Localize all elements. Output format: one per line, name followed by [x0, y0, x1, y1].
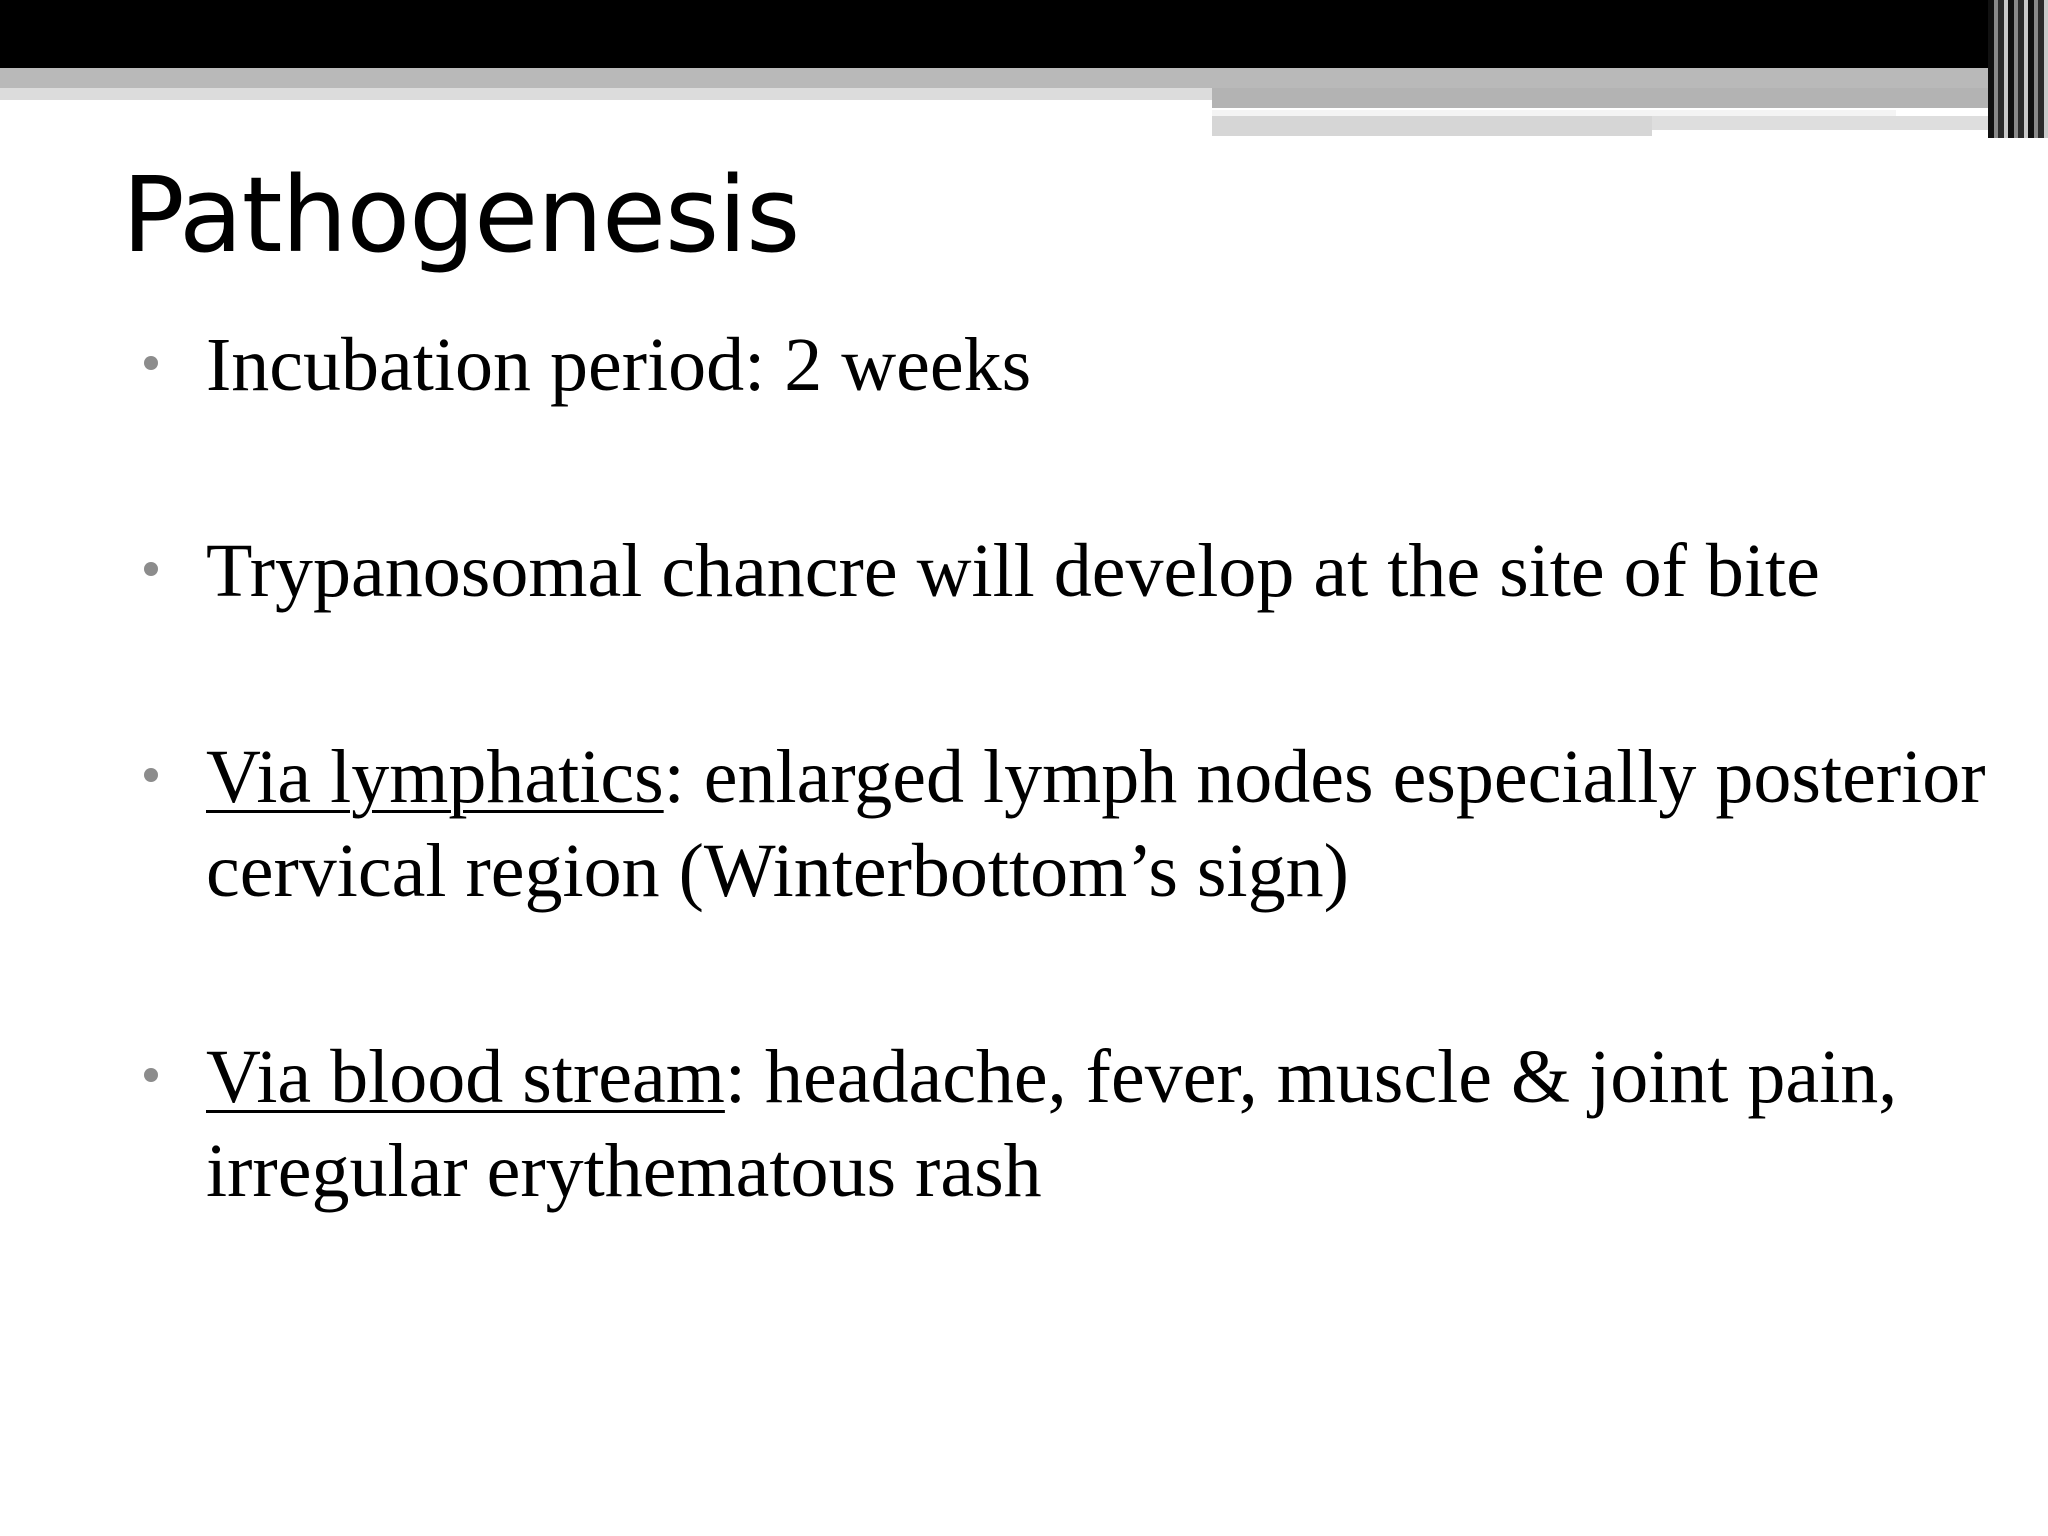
bullet-item-lymphatics [140, 730, 2000, 918]
edge-stripes-decoration [1988, 0, 2048, 138]
bullet-lead-underlined: Via lymphatics [206, 735, 664, 819]
bullet-item-blood-stream [140, 1030, 2000, 1218]
bullet-lead-underlined: Via blood stream [206, 1035, 725, 1119]
bullet-list [140, 318, 2000, 1218]
header-bar-lower [1212, 116, 1652, 136]
bullet-item-incubation [140, 318, 2000, 412]
bullet-text: : enlarged lymph nodes especially posterior cervical region (Winterbottom’s sign) [206, 735, 1986, 913]
header-bar-lower-right [1652, 116, 1988, 130]
bullet-text: : headache, fever, muscle & joint pain, irregular erythematous rash [206, 1035, 1898, 1213]
bullet-text: Incubation period: 2 weeks [206, 323, 1032, 407]
header-bar-light [0, 88, 1212, 100]
bullet-text: Trypanosomal chancre will develop at the site of bite [206, 529, 1820, 613]
bullet-dot-icon [144, 356, 158, 370]
bullet-item-chancre [140, 524, 2000, 618]
header-bar-grey [0, 68, 2048, 88]
bullet-dot-icon [144, 562, 158, 576]
header-bar-grey-right [1212, 88, 1988, 108]
bullet-dot-icon [144, 1068, 158, 1082]
slide-title: Pathogenesis [122, 154, 800, 276]
bullet-dot-icon [144, 768, 158, 782]
header-bar-black [0, 0, 2048, 68]
